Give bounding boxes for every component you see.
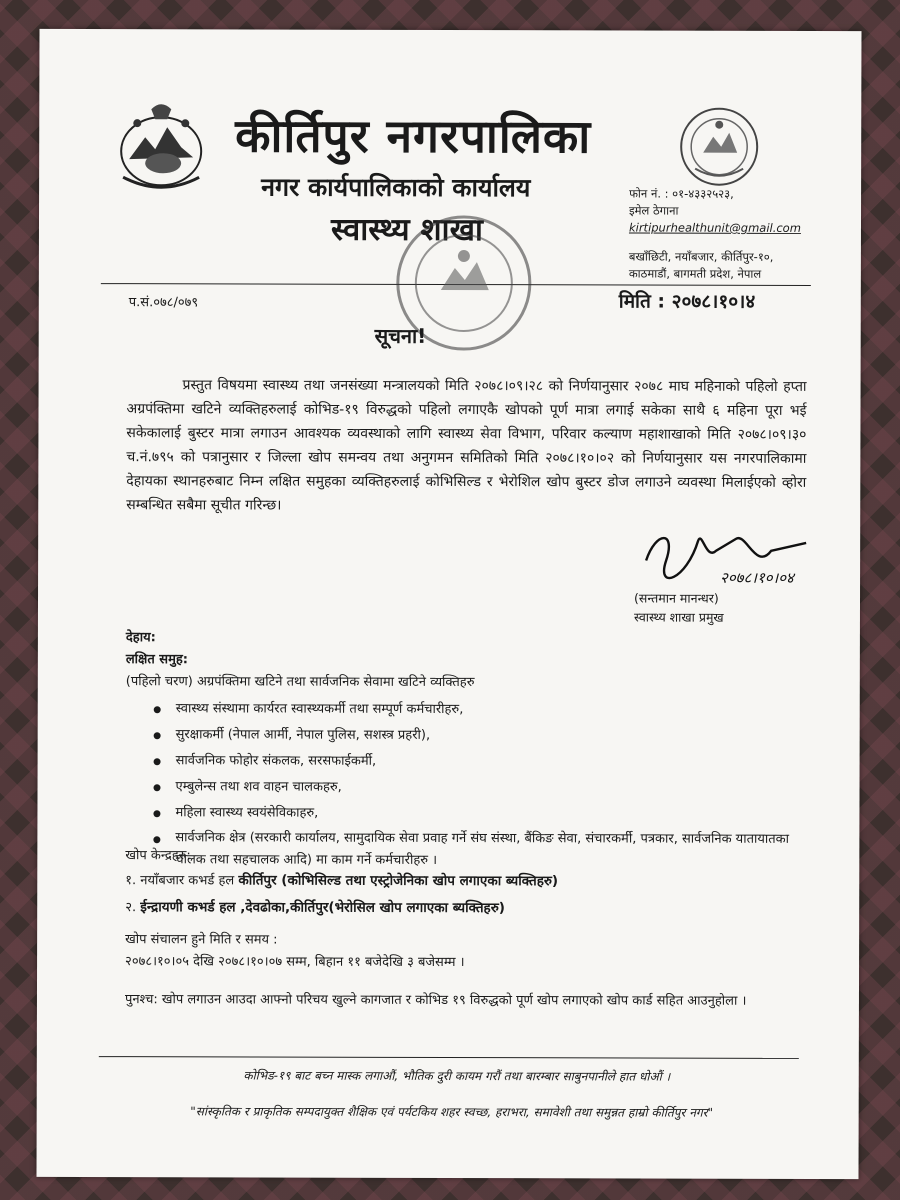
- footer-slogan: "सांस्कृतिक र प्राकृतिक सम्पदायुक्त शैक्षिक एवं पर्यटकिय शहर स्वच्छ, हराभरा, समावेशी तथा समुन्नत हाम्रो कीर्तिपुर नगर": [190, 1104, 714, 1120]
- list-item: एम्बुलेन्स तथा शव वाहन चालकहरु,: [175, 775, 815, 801]
- list-item: महिला स्वास्थ्य स्वयंसेविकाहरु,: [175, 801, 815, 827]
- reference-number: प.सं.०७८/०७९: [128, 295, 199, 311]
- notice-heading: सूचना!: [374, 323, 427, 348]
- address-line-1: बखाँछिटी, नयाँबजार, कीर्तिपुर-१०,: [628, 249, 774, 264]
- schedule-heading: खोप संचालन हुने मिति र समय :: [125, 932, 278, 948]
- municipality-title: कीर्तिपुर नगरपालिका: [235, 108, 592, 164]
- contact-info: [629, 185, 849, 283]
- municipality-seal-icon: [677, 99, 761, 195]
- footer-divider: [99, 1056, 799, 1059]
- list-item: सार्वजनिक फोहोर संकलक, सरसफाईकर्मी,: [176, 749, 816, 775]
- signatory-name: (सन्तमान मानन्धर): [633, 590, 719, 606]
- office-subtitle: नगर कार्यपालिकाको कार्यालय: [261, 172, 531, 203]
- annex-section: [125, 627, 816, 875]
- center-name: ईन्द्रायणी कभर्ड हल ,देवढोका,कीर्तिपुर(भेरोसिल खोप लगाएका ब्यक्तिहरु): [140, 899, 505, 917]
- center-row: [125, 867, 825, 896]
- notice-body: प्रस्तुत विषयमा स्वास्थ्य तथा जनसंख्या मन्त्रालयको मिति २०७८।०९।२८ को निर्णयानुसार २०७८ माघ महिनाको पहिलो हप्ता अग्रपंक्तिमा खटिने व्यक्तिहरुलाई कोभिड-१९ विरुद्धको पहिलो लगाएकै खोपको पूर्ण मात्रा लगाई सकेका साथै ६ महिना पूरा भई सकेकालाई बुस्टर मात्रा लगाउन आवश्यक व्यवस्थाको लागि स्वास्थ्य सेवा विभाग, परिवार कल्याण महाशाखाको मिति २०७८।०९।३० च.नं.७९५ को पत्रानुसार र जिल्ला खोप समन्वय तथा अनुगमन समितिको मिति २०७८।१०।०२ को निर्णयानुसार यस नगरपालिकामा देहायका स्थानहरुबाट निम्न लक्षित समुहका व्यक्तिहरुलाई कोभिसिल्ड र भेरोशिल खोप बुस्टर डोज लगाउने व्यवस्था मिलाईएको व्होरा सम्बन्धित सबैमा सूचीत गरिन्छ।: [126, 377, 807, 514]
- center-row: [125, 894, 825, 923]
- letter-paper: [36, 29, 861, 1179]
- schedule-section: [125, 929, 825, 975]
- center-prefix: २.: [125, 900, 141, 916]
- center-name: कीर्तिपुर (कोभिसिल्ड तथा एस्ट्रोजेनिका खोप लगाएका ब्यक्तिहरु): [238, 872, 559, 890]
- schedule-text: २०७८।१०।०५ देखि २०७८।१०।०७ सम्म, बिहान ११ बजेदेखि ३ बजेसम्म ।: [125, 954, 465, 971]
- footer-health-message: कोभिड-१९ बाट बच्न मास्क लगाऔं, भौतिक दुरी कायम गरौं तथा बारम्बार साबुनपानीले हात धोऔं ।: [243, 1068, 671, 1084]
- list-item: स्वास्थ्य संस्थामा कार्यरत स्वास्थ्यकर्मी तथा सम्पूर्ण कर्मचारीहरु,: [176, 697, 816, 723]
- section-title: स्वास्थ्य शाखा: [330, 211, 484, 249]
- signature-date: २०७८।१०।०४: [720, 568, 794, 587]
- list-item: सुरक्षाकर्मी (नेपाल आर्मी, नेपाल पुलिस, सशस्त्र प्रहरी),: [176, 723, 816, 749]
- annex-heading: देहाय:: [125, 630, 156, 646]
- phase-text: (पहिलो चरण) अग्रपंक्तिमा खटिने तथा सार्वजनिक सेवामा खटिने व्यक्तिहरु: [125, 674, 475, 691]
- signatory-designation: स्वास्थ्य शाखा प्रमुख: [633, 609, 724, 625]
- postscript: पुनश्च: खोप लगाउन आउदा आफ्नो परिचय खुल्ने कागजात र कोभिड १९ विरुद्धको पूर्ण खोप लगाएको खोप कार्ड सहित आउनुहोला ।: [124, 992, 747, 1009]
- nepal-emblem-icon: [111, 97, 211, 197]
- signature-icon: [636, 520, 816, 590]
- letter-date: मिति : २०७८।१०।४: [618, 290, 756, 313]
- phone-text: फोन नं. : ०१-४३३२५२३,: [629, 186, 734, 201]
- list-item: सार्वजनिक क्षेत्र (सरकारी कार्यालय, सामुदायिक सेवा प्रवाह गर्ने संघ संस्था, बैंकिङ सेवा, संचारकर्मी, पत्रकार, सार्वजनिक यातायातका चालक तथा सहचालक आदि) मा काम गर्ने कर्मचारीहरु ।: [175, 827, 815, 873]
- email-label: इमेल ठेगाना: [629, 203, 679, 218]
- target-group-label: लक्षित समुह:: [125, 652, 188, 668]
- vaccination-centers: [125, 845, 825, 923]
- email-link[interactable]: kirtipurhealthunit@gmail.com: [628, 220, 801, 235]
- centers-heading: खोप केन्द्रहरु:: [125, 848, 191, 864]
- address-line-2: काठमाडौं, बागमती प्रदेश, नेपाल: [628, 266, 762, 281]
- center-prefix: १. नयाँबजार कभर्ड हल: [125, 873, 239, 889]
- signatory-block: [634, 588, 724, 626]
